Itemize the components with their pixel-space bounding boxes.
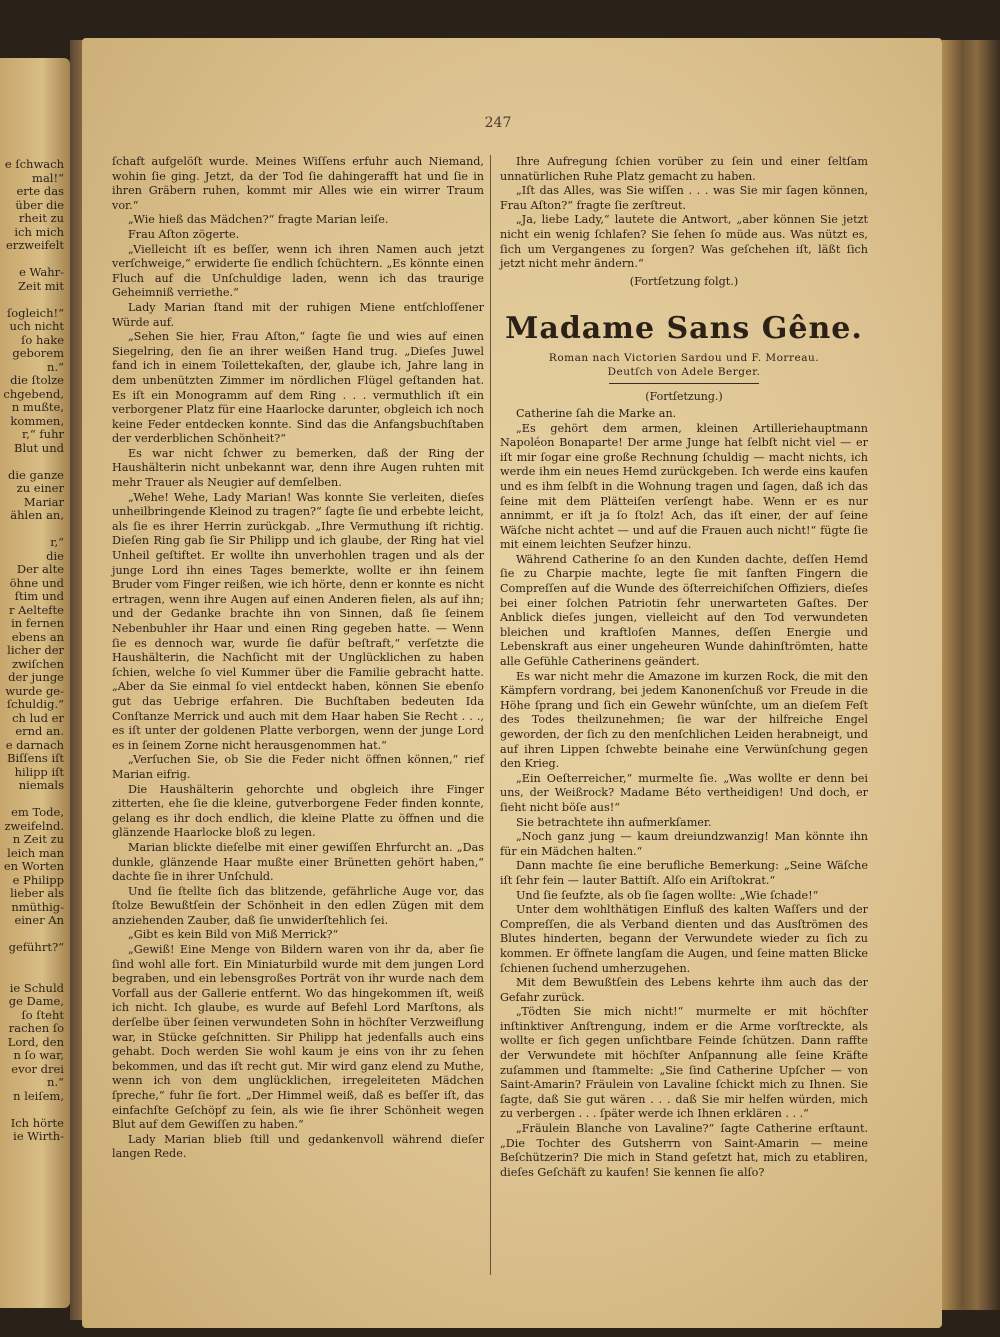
paragraph: „Fräulein Blanche von Lavaline?“ ſagte Catherine erſtaunt. „Die Tochter des Gutsherrn von Saint-Amarin — meine Beſchützerin? Die mich in Stand geſetzt hat, mich zu etabliren, dieſes Geſchäft zu kaufen! Sie kennen ſie alſo? (500, 1122, 868, 1179)
facing-page-line: e Wahr- (19, 266, 64, 279)
facing-page-line: nmüthig- (11, 900, 64, 914)
paragraph: Es war nicht mehr die Amazone im kurzen Rock, die mit den Kämpfern vordrang, bei jedem Kanonenſchuß vor Freude in die Höhe ſprang und ſich ein Gewehr wünſchte, um an dieſem Feſt des Todes theilzunehmen; ſie war der hilfreiche Engel geworden, der ſich zu den menſchlichen Leiden herabneigt, und auf ihren Lippen ſchwebte beinahe eine Verwünſchung gegen den Krieg. (500, 669, 868, 771)
facing-page-line: ſchuldig.“ (6, 698, 64, 711)
facing-page-line: em Tode, (11, 806, 64, 819)
facing-page-line: Zeit mit (18, 279, 64, 293)
paragraph: Während Catherine ſo an den Kunden dachte, deſſen Hemd ſie zu Charpie machte, legte ſie mit ſanften Fingern die Compreſſen auf die Wunde des öſterreichiſchen Offiziers, dieſes bei einer ſolchen Patriotin ſehr unerwarteten Gaſtes. Der Anblick dieſes jungen, vielleicht auf den Tod verwundeten bleichen und kraftloſen Mannes, deſſen Energie und Lebenskraft aus einer ungeheuren Wunde dahinſtrömten, hatte alle Gefühle Catherinens geändert. (500, 552, 868, 669)
paragraph: „Wehe! Wehe, Lady Marian! Was konnte Sie verleiten, dieſes unheilbringende Kleinod zu tragen?“ ſagte ſie und erbebte leicht, als ſie es ihrer Herrin zurückgab. „Ihre Vermuthung iſt richtig. Dieſen Ring gab ſie Sir Philipp und ich glaube, der Ring hat viel Unheil geſtiftet. Er wollte ihn unverhohlen tragen und als der junge Lord ihn eines Tages bemerkte, wollte er ihn ſeinem Bruder vom Finger reißen, wie ich hörte, denn er konnte es nicht ertragen, wenn ihre Augen auf einen Anderen fielen, als auf ihn; und der Gedanke brachte ihn von Sinnen, daß ſie ſeinem Nebenbuhler ihr Haar und einen Ring gegeben hatte. — Wenn ſie es dennoch war, wurde ſie dafür beſtraft,“ verſetzte die Haushälterin, die Nachſicht mit der Unglücklichen zu haben ſchien, welche ſo viel Kummer über die Familie gebracht hatte. „Aber da Sie einmal ſo viel entdeckt haben, können Sie ebenſo gut das Uebrige erfahren. Die Buchſtaben bedeuten Ida Conſtanze Merrick und auch mit dem Haar haben Sie Recht . . ., es iſt unter der goldenen Platte verborgen, wenn der junge Lord es in ſeinem Zorne nicht herausgenommen hat.“ (112, 490, 484, 752)
facing-page-line (0, 928, 64, 942)
facing-page-line: evor drei (11, 1062, 64, 1076)
facing-page-line: ich mich (14, 225, 64, 239)
paragraph: Lady Marian blieb ſtill und gedankenvoll während dieſer langen Rede. (112, 1132, 484, 1161)
facing-page-line: ebens an (11, 630, 64, 644)
paragraph: Unter dem wohlthätigen Einfluß des kalten Waſſers und der Compreſſen, die als Verband dienten und das Ausſtrömen des Blutes hinderten, begann der Verwundete wieder zu ſich zu kommen. Er öffnete langſam die Augen, und ſeine matten Blicke ſchienen ſuchend umherzugehen. (500, 903, 868, 975)
paragraph: Die Haushälterin gehorchte und obgleich ihre Finger zitterten, ehe ſie die kleine, gutverborgene Feder finden konnte, gelang es ihr doch endlich, die kleine Platte zu öffnen und die glänzende Haarlocke bloß zu legen. (112, 782, 484, 840)
facing-page-line: n.“ (47, 360, 64, 374)
facing-page-line: r Aeltefte (8, 603, 64, 617)
facing-page-line: rheit zu (18, 212, 64, 225)
paragraph: Catherine ſah die Marke an. (516, 406, 677, 420)
book-binding-edge (942, 40, 1000, 1310)
facing-page-line (0, 523, 64, 537)
paragraph: Marian blickte dieſelbe mit einer gewiſſen Ehrfurcht an. „Das dunkle, glänzende Haar mußte einer Brünetten gehört haben,“ dachte ſie in ihrer Unſchuld. (112, 840, 484, 884)
facing-page-line: ie Schuld (9, 981, 64, 995)
facing-page-line: kommen, (10, 414, 64, 428)
text-column-right (500, 155, 868, 1180)
column-divider (490, 155, 491, 1275)
facing-page-line: e ſchwach (4, 158, 64, 171)
facing-page-line: ernd an. (15, 725, 64, 738)
facing-page-line: niemals (18, 779, 64, 792)
facing-page-line: lieber als (10, 887, 64, 900)
facing-page-line: Ich hörte (10, 1116, 64, 1130)
facing-page-line: ſo hake (21, 333, 64, 347)
facing-page-edge (0, 58, 70, 1308)
title-rule (609, 383, 759, 384)
paragraph: Lady Marian ſtand mit der ruhigen Miene entſchloſſener Würde auf. (112, 300, 484, 329)
paragraph: Ihre Aufregung ſchien vorüber zu ſein und einer ſeltſam unnatürlichen Ruhe Platz gemacht zu haben. (500, 155, 868, 183)
facing-page-line (0, 793, 64, 807)
story-body (500, 407, 868, 1180)
paragraph: Und ſie ſtellte ſich das blitzende, gefährliche Auge vor, das ſtolze Bewußtſein der Schönheit in den edlen Zügen mit dem anziehenden Zauber, daß ſie unwiderſtehlich ſei. (112, 884, 484, 927)
paragraph: „Sehen Sie hier, Frau Aſton,“ ſagte ſie und wies auf einen Siegelring, den ſie an ihrer weißen Hand trug. „Dieſes Juwel fand ich in einem Toilettekaſten, der, glaube ich, Jahre lang in dem unbenützten Zimmer im nördlichen Flügel geſtanden hat. Es iſt ein Monogramm auf dem Ring . . . vermuthlich iſt ein verborgener Platz für eine Haarlocke darunter, obgleich ich noch keine Feder entdecken konnte. Sind das die Anfangsbuchſtaben der verderblichen Schönheit?“ (112, 330, 484, 446)
facing-page-line: Biſſens iſt (7, 752, 64, 765)
facing-page-line: einer An (14, 914, 64, 927)
facing-page-line (0, 955, 64, 969)
page-number: 247 (484, 115, 512, 131)
story-byline-author: Roman nach Victorien Sardou und F. Morreau. (548, 352, 820, 365)
facing-page-line: ch lud er (12, 711, 64, 725)
facing-page-line: n Zeit zu (12, 833, 64, 846)
facing-page-line (0, 455, 64, 469)
facing-page-line: in fernen (11, 617, 64, 630)
facing-page-line: mal!“ (32, 171, 64, 185)
facing-page-line: leich man (7, 846, 64, 860)
paragraph: „Iſt das Alles, was Sie wiſſen . . . was Sie mir ſagen können, Frau Aſton?“ fragte ſie zerſtreut. (500, 184, 868, 212)
paragraph: „Vielleicht iſt es beſſer, wenn ich ihren Namen auch jetzt verſchweige,“ erwiderte ſie endlich ſchüchtern. „Es könnte einen Fluch auf die Unſchuldige laden, wenn ich das traurige Geheimniß verriethe.“ (112, 242, 484, 300)
facing-page-line: r,“ (50, 536, 64, 549)
facing-page-line: Lord, den (7, 1035, 64, 1049)
to-be-continued-note: (Fortſetzung folgt.) (629, 274, 739, 288)
facing-page-line: Mariar (23, 495, 64, 509)
paragraph: „Gibt es kein Bild von Miß Merrick?“ (128, 928, 339, 942)
facing-page-line: ie Wirth- (13, 1130, 64, 1143)
paragraph: ſchaft aufgelöſt wurde. Meines Wiſſens erfuhr auch Niemand, wohin ſie ging. Jetzt, da der Tod ſie dahingerafft hat und ſie in ihren Gräbern ruhen, kommt mir Alles wie ein wirrer Traum vor.“ (112, 155, 484, 212)
story-byline-translator: Deutſch von Adele Berger. (607, 366, 761, 379)
paragraph: „Wie hieß das Mädchen?“ fragte Marian leiſe. (128, 213, 389, 227)
facing-page-line: der junge (8, 671, 64, 684)
facing-page-line (0, 293, 64, 307)
paragraph: „Noch ganz jung — kaum dreiundzwanzig! Man könnte ihn für ein Mädchen halten.“ (500, 830, 868, 858)
facing-page-line: e Philipp (12, 873, 64, 887)
facing-page-line: chgebend, (3, 387, 64, 401)
facing-page-line: e darnach (5, 738, 64, 752)
facing-page-line: zu einer (16, 482, 64, 495)
facing-page-line: die ganze (8, 468, 64, 482)
facing-page-line: ſogleich!“ (6, 306, 64, 320)
paragraph: „Es gehört dem armen, kleinen Artilleriehauptmann Napoléon Bonaparte! Der arme Junge hat ſelbſt nicht viel — er iſt mir ſogar eine große Rechnung ſchuldig — macht nichts, ich werde ihm ein neues Hemd zurückgeben. Ich werde eins kaufen und es ihm ſelbſt in die Wohnung tragen und ſagen, daß ich das ſeine mit dem Plätteiſen verſengt habe. Wenn er es nur annimmt, er iſt ja ſo ſtolz! Ach, das iſt einer, der auf ſeine Wäſche nicht achtet — und auf die Frauen auch nicht!“ fügte ſie mit einem leichten Seufzer hinzu. (500, 421, 868, 552)
facing-page-line (0, 253, 64, 267)
facing-page-line: rachen ſo (8, 1022, 64, 1035)
paragraph: „Tödten Sie mich nicht!“ murmelte er mit höchſter inſtinktiver Anſtrengung, indem er die Arme vorſtreckte, als wollte er ſich gegen unſichtbare Feinde ſchützen. Dann raffte der Verwundete mit höchſter Anſpannung alle ſeine Kräfte zuſammen und ſtammelte: „Sie ſind Catherine Upſcher — von Saint-Amarin? Fräulein von Lavaline ſchickt mich zu Ihnen. Sie ſagte, daß Sie gut wären . . . daß Sie mir helfen würden, mich zu verbergen . . . ſpäter werde ich Ihnen erklären . . .“ (500, 1005, 868, 1121)
facing-page-line: ſo ſteht (21, 1008, 64, 1022)
facing-page-line: Der alte (16, 563, 64, 576)
facing-page-line: en Worten (3, 860, 64, 873)
facing-page-line: wurde ge- (5, 684, 64, 698)
facing-page-line: n ſo war, (13, 1049, 64, 1062)
facing-page-line: ge Dame, (8, 995, 64, 1008)
facing-page-line: uch nicht (9, 320, 64, 333)
facing-page-line: ählen an, (10, 509, 64, 522)
paragraph: „Ja, liebe Lady,“ lautete die Antwort, „aber können Sie jetzt nicht ein wenig ſchlafen? Sie ſehen ſo müde aus. Was nützt es, ſich um Vergangenes zu ſorgen? Was geſchehen iſt, läßt ſich jetzt nicht mehr ändern.“ (500, 213, 868, 271)
facing-page-line (0, 968, 64, 982)
paragraph: „Gewiß! Eine Menge von Bildern waren von ihr da, aber ſie ſind wohl alle fort. Ein Miniaturbild wurde mit dem jungen Lord begraben, und ein lebensgroßes Porträt von ihr wurde nach dem Vorfall aus der Gallerie entfernt. Wo das hingekommen iſt, weiß ich nicht. Ich glaube, es wurde auf Befehl Lord Marſtons, als derſelbe über ſeinen verwundeten Sohn in höchſter Verzweiflung war, in Stücke geſchnitten. Sir Philipp hat jedenfalls auch eins gehabt. Doch werden Sie wohl kaum je eins von ihr zu ſehen bekommen, und das iſt recht gut. Mir wird ganz elend zu Muthe, wenn ich von dem unglücklichen, irregeleiteten Mädchen ſpreche,“ fuhr ſie fort. „Der Himmel weiß, daß es beſſer iſt, das einfachſte Geſchöpf zu ſein, als wie ſie ihrer Schönheit wegen Blut auf dem Gewiſſen zu haben.“ (112, 943, 484, 1132)
text-column-left (112, 155, 484, 1162)
facing-page-line: geborem (12, 347, 64, 360)
facing-page-line: ſtim und (14, 590, 64, 603)
paragraph: Es war nicht ſchwer zu bemerken, daß der Ring der Haushälterin nicht unbekannt war, denn ihre Augen ruhten mit mehr Trauer als Neugier auf demſelben. (112, 446, 484, 490)
facing-page-line: r,“ fuhr (22, 428, 64, 441)
facing-page-line: geführt?“ (8, 941, 64, 954)
facing-page-line: zweifelnd. (4, 819, 64, 833)
paragraph: „Ein Oeſterreicher,“ murmelte ſie. „Was wollte er denn bei uns, der Weißrock? Madame Béto vertheidigen! Und doch, er ſieht nicht böſe aus!“ (500, 771, 868, 814)
facing-page-line: n.“ (47, 1076, 64, 1089)
continued-note: (Fortſetzung.) (645, 390, 723, 404)
paragraph: Sie betrachtete ihn aufmerkſamer. (516, 815, 712, 829)
facing-page-line: zwiſchen (12, 657, 64, 671)
paragraph: Mit dem Bewußtſein des Lebens kehrte ihm auch das der Gefahr zurück. (500, 976, 868, 1004)
facing-page-line: über die (15, 198, 64, 212)
facing-page-line: öhne und (9, 576, 64, 590)
facing-page-line: erte das (16, 185, 64, 198)
facing-page-line: n mußte, (11, 401, 64, 414)
paragraph: Dann machte ſie eine berufliche Bemerkung: „Seine Wäſche iſt ſehr fein — lauter Battiſt. Alſo ein Ariſtokrat.“ (500, 859, 868, 887)
serial-continuation-end (500, 155, 868, 272)
facing-page-line: n leiſem, (13, 1089, 64, 1103)
facing-page-line: Blut und (14, 441, 64, 455)
facing-page-line: licher der (7, 644, 64, 657)
facing-page-line: die (46, 549, 64, 563)
facing-page-line: hilipp iſt (14, 765, 64, 779)
paragraph: „Verſuchen Sie, ob Sie die Feder nicht öffnen können,“ rief Marian eifrig. (112, 753, 484, 781)
facing-page-line (0, 1103, 64, 1117)
facing-page-text-fragments (0, 158, 64, 1144)
facing-page-line: erzweifelt (5, 239, 64, 252)
paragraph: Frau Aſton zögerte. (128, 227, 240, 241)
story-title: Madame Sans Gêne. (505, 311, 863, 347)
paragraph: Und ſie ſeufzte, als ob ſie ſagen wollte: „Wie ſchade!“ (516, 888, 819, 902)
facing-page-line: die ſtolze (10, 374, 64, 387)
